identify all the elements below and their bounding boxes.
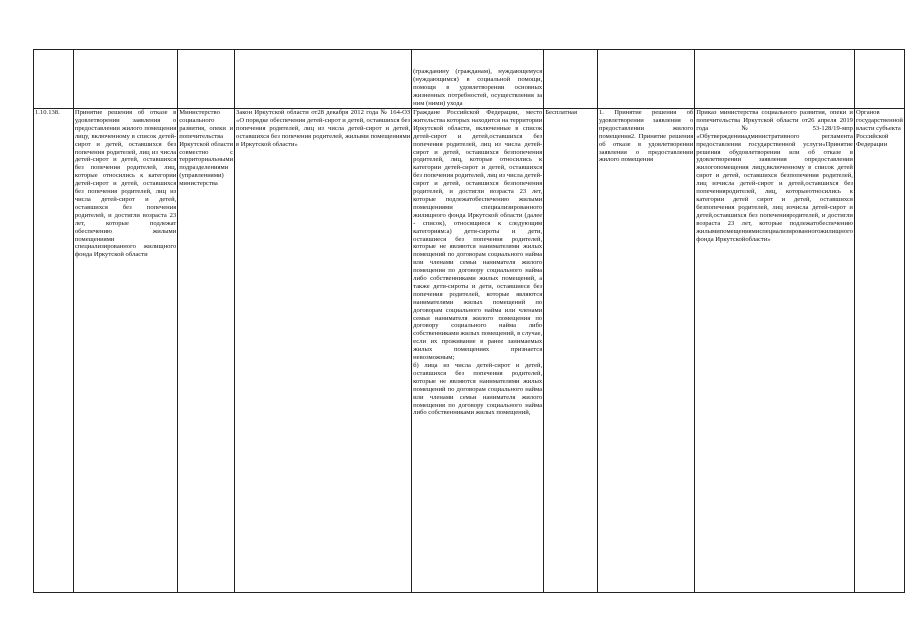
cell-number xyxy=(34,50,74,109)
cell-payment xyxy=(544,50,598,109)
cell-payment: Бесплатная xyxy=(544,109,598,593)
table-row-continuation xyxy=(34,50,905,109)
cell-result xyxy=(597,50,694,109)
services-table xyxy=(33,49,905,593)
cell-service: Принятие решения об отказе в удовлетворении заявления о предоставлении жилого помещения лицу, включенному в список детей-сирот и детей, оставшихся без попечения родителей, лиц из числа детей-сирот и детей, оставшихся без попечения родителей, лиц, которые относились к категории детей-сирот и детей, оставшихся без попечения родителей, лиц из числа детей-сирот и детей, оставшихся без попечения родителей, и достигли возраста 23 лет, которые подлежат обеспечению жилыми помещениями специализированного жилищного фонда Иркутской области xyxy=(73,109,177,593)
cell-regulation: Приказ министерства социального развития, опеки и попечительства Иркутской области от26 апреля 2019 года № 53-128/19-мпр «Обутвержденииадминистративного регламента предоставления государственной услуги«Принятие решения обудовлетворении или об отказе в удовлетворении заявления опредоставлении жилогопомещения лицу,включенному в список детей сирот и детей, оставшихся безпопечения родителей, лиц изчисла детей-сирот и детей,оставшихся без попеченияродителей, лиц, которыеотносились к категории детей сирот и детей, оставшихся безпопечения родителей, лиц изчисла детей-сирот и детей,оставшихся без попеченияродителей, и достигли возраста 23 лет, которые подлежатобеспечению жилымипомещениямиспециализированногожилищного фонда Иркутскойобласти» xyxy=(695,109,855,593)
cell-level xyxy=(854,50,904,109)
cell-law: Закон Иркутской области от28 декабря 2012 года № 164-ОЗ «О порядке обеспечения детей-сирот и детей, оставшихся без попечения родителей, лиц из числа детей-сирот и детей, оставшихся без попечения родителей, жилыми помещениями в Иркутской области» xyxy=(235,109,412,593)
cell-result: 1. Принятие решения об удовлетворении заявления о предоставлении жилого помещения2. Принятие решения об отказе в удовлетворении заявления о предоставлении жилого помещения xyxy=(597,109,694,593)
cell-service xyxy=(73,50,177,109)
cell-recipients: Граждане Российской Федерации, место жительства которых находится на территории Иркутской области, включенные в список детей-сирот и детей,оставшихся без попечения родителей, лиц из числа детей-сирот и детей, оставшихся безпопечения родителей, лиц, которые относились к категории детей-сирот и детей, оставшихся без попечения родителей, лиц из числа детей-сирот и детей, оставшихся безпопечения родителей, и достигли возраста 23 лет, которые подлежатобеспечению жилыми помещениями специализированного жилищного фонда Иркутской области (далее - список), относящиеся к следующим категориям:а) дети-сироты и дети, оставшиеся без попечения родителей, которые не являются нанимателями жилых помещений по договорам социального найма или членами семьи нанимателя жилого помещения по договору социального найма либо собственниками жилых помещений, а также дети-сироты и дети, оставшиеся без попечения родителей, которые являются нанимателями жилых помещений по договорам социального найма или членами семьи нанимателя жилого помещения по договору социального найма либо собственниками жилых помещений, в случае, если их проживание в ранее занимаемых жилых помещениях признается невозможным; б) лица из числа детей-сирот и детей, оставшихся без попечения родителей, которые не являются нанимателями жилых помещений по договорам социального найма или членами семьи нанимателя жилого помещения по договору социального найма либо собственниками жилых помещений, xyxy=(412,109,544,593)
cell-level: Органов государственной власти субъекта Российской Федерации xyxy=(854,109,904,593)
cell-law xyxy=(235,50,412,109)
cell-organ: Министерство социального развития, опеки и попечительства Иркутской области совместно с территориальными подразделениями (управлениями) министерства xyxy=(178,109,235,593)
table-row xyxy=(34,109,905,593)
cell-organ xyxy=(178,50,235,109)
cell-number: 1.10.138. xyxy=(34,109,74,593)
cell-regulation xyxy=(695,50,855,109)
cell-recipients-continuation: (гражданину (гражданам), нуждающемуся (нуждающимся) в социальной помощи, помощи в удовлетворении основных жизненных потребностей, осуществления за ним (ними) ухода xyxy=(412,50,544,109)
